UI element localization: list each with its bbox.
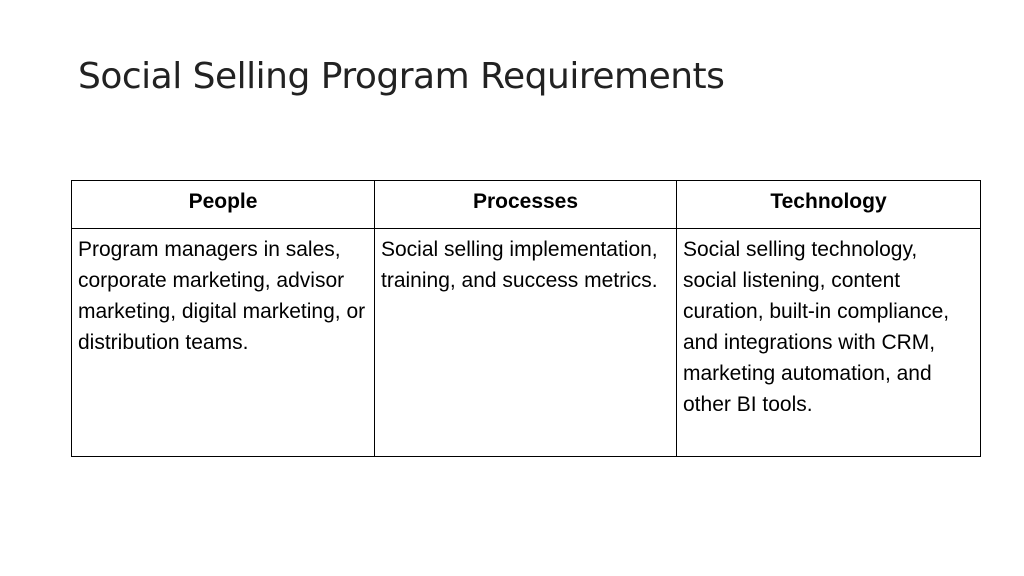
column-header-processes: Processes xyxy=(375,181,677,229)
table-cell-people: Program managers in sales, corporate marketing, advisor marketing, digital marketing, or distribution teams. xyxy=(72,229,375,457)
table-cell-processes: Social selling implementation, training, and success metrics. xyxy=(375,229,677,457)
column-header-technology: Technology xyxy=(677,181,981,229)
requirements-table xyxy=(71,180,981,457)
table-header-row xyxy=(72,181,981,229)
page-title: Social Selling Program Requirements xyxy=(78,56,725,97)
column-header-people: People xyxy=(72,181,375,229)
table-cell-technology: Social selling technology, social listening, content curation, built-in compliance, and integrations with CRM, marketing automation, and other BI tools. xyxy=(677,229,981,457)
table-row xyxy=(72,229,981,457)
